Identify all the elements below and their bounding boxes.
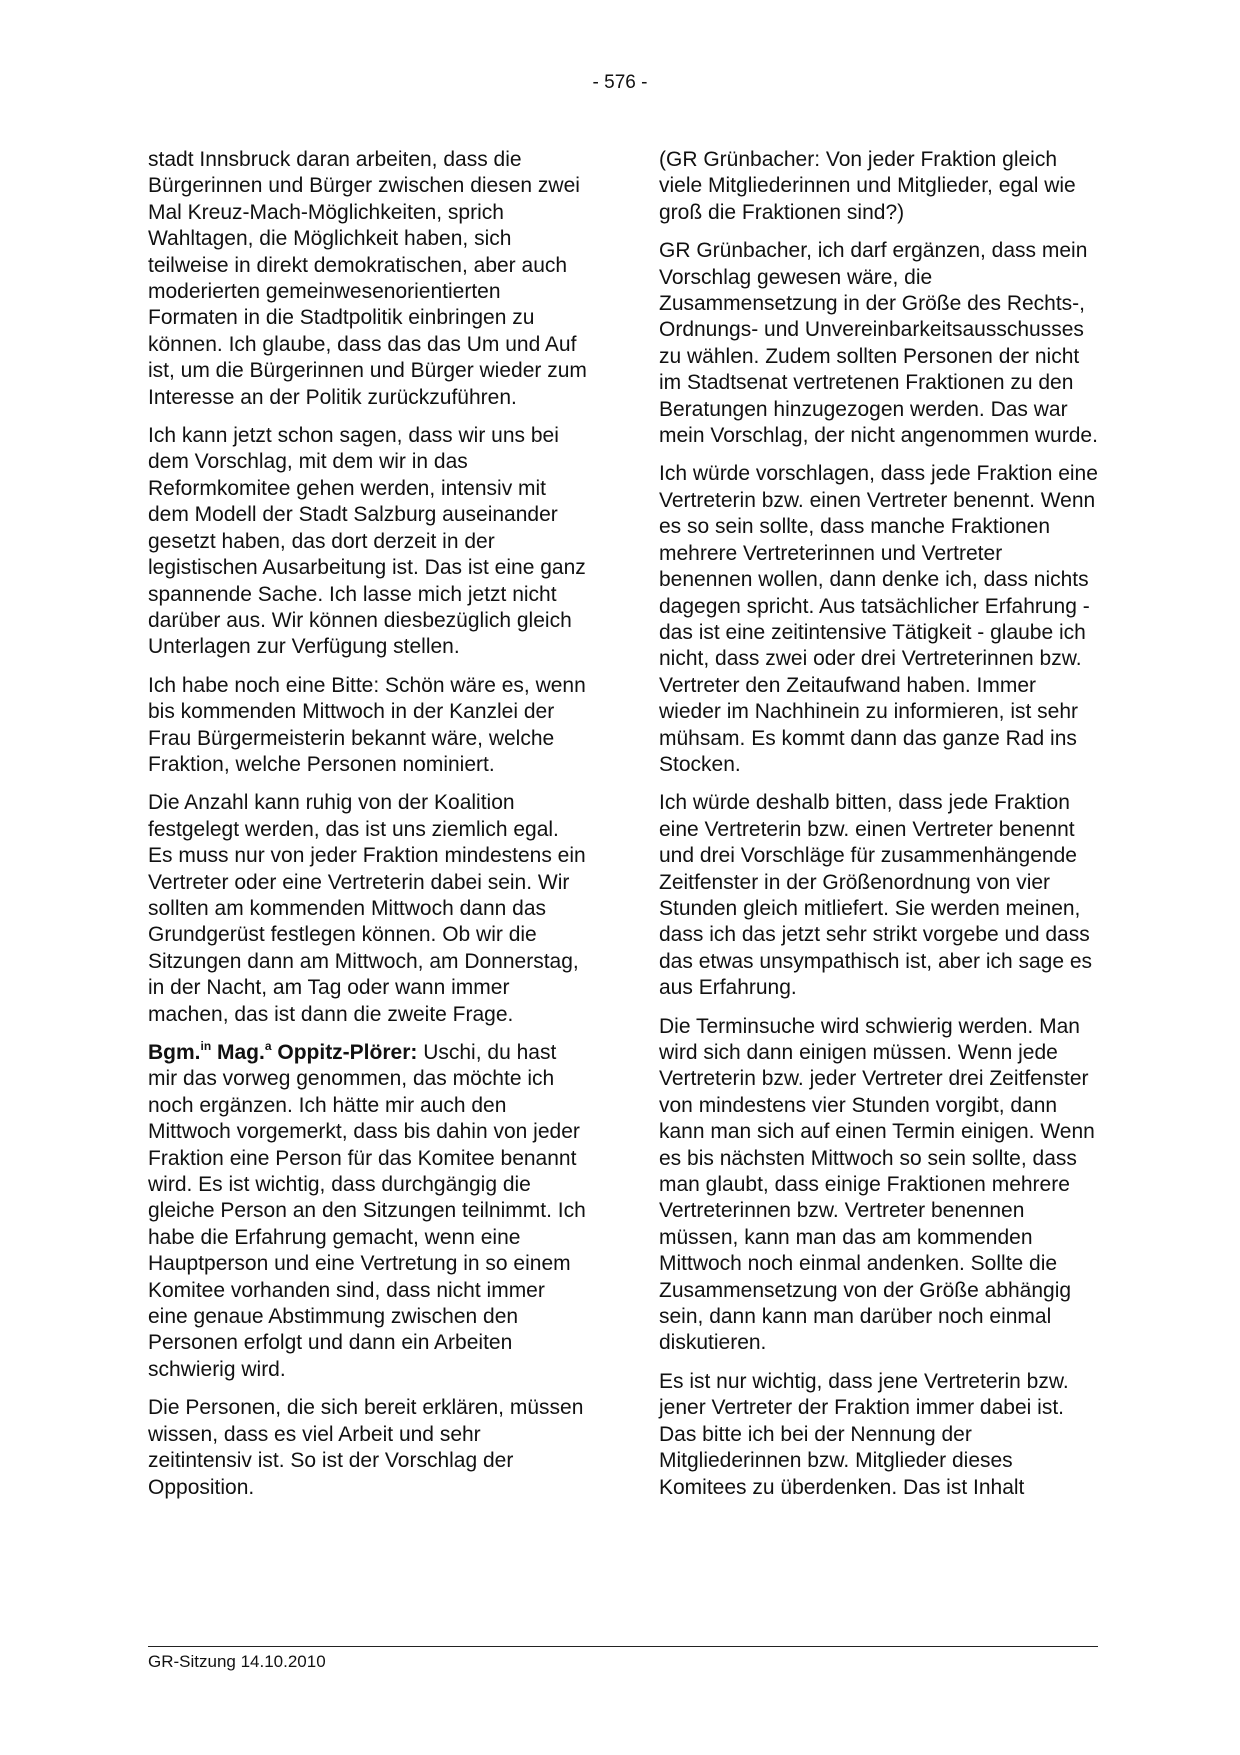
speaker-surname: Oppitz-Plörer: [271, 1041, 418, 1064]
paragraph: Ich kann jetzt schon sagen, dass wir uns bei dem Vorschlag, mit dem wir in das Reformkomitee gehen werden, intensiv mit dem Modell der Stadt Salzburg auseinander gesetzt haben, das dort derzeit in der legistischen Ausarbeitung ist. Das ist eine ganz spannende Sache. Ich lasse mich jetzt nicht darüber aus. Wir können diesbezüglich gleich Unterlagen zur Verfügung stellen. [148, 424, 586, 659]
speaker-text: Uschi, du hast mir das vorweg genommen, das möchte ich noch ergänzen. Ich hätte mir auch den Mittwoch vorgemerkt, dass bis dahin von jeder Fraktion eine Person für das Komitee benannt wird. Es ist wichtig, dass durchgängig die gleiche Person an den Sitzungen teilnimmt. Ich habe die Erfahrung gemacht, wenn eine Hauptperson und eine Vertretung in so einem Komitee vorhanden sind, dass nicht immer eine genaue Abstimmung zwischen den Personen erfolgt und dann ein Arbeiten schwierig wird. [148, 1041, 586, 1381]
right-column [659, 147, 1099, 1513]
paragraph: Die Personen, die sich bereit erklären, müssen wissen, dass es viel Arbeit und sehr zeitintensiv ist. So ist der Vorschlag der Opposition. [148, 1396, 584, 1499]
speaker-title-sup: a [264, 1039, 272, 1053]
speaker-title-sup: in [200, 1039, 212, 1053]
paragraph: Ich würde deshalb bitten, dass jede Fraktion eine Vertreterin bzw. einen Vertreter benennt und drei Vorschläge für zusammenhängende Zeitfenster in der Größenordnung von vier Stunden gleich mitliefert. Sie werden meinen, dass ich das jetzt sehr strikt vorgebe und dass das etwas unsympathisch ist, aber ich sage es aus Erfahrung. [659, 791, 1093, 1000]
left-column [148, 147, 588, 1513]
paragraph: Die Anzahl kann ruhig von der Koalition festgelegt werden, das ist uns ziemlich egal. Es muss nur von jeder Fraktion mindestens ein Vertreter oder eine Vertreterin dabei sein. Wir sollten am kommenden Mittwoch dann das Grundgerüst festlegen können. Ob wir die Sitzungen dann am Mittwoch, am Donnerstag, in der Nacht, am Tag oder wann immer machen, das ist dann die zweite Frage. [148, 791, 586, 1026]
footer-divider [148, 1646, 1098, 1647]
speaker-title: Mag. [211, 1041, 265, 1064]
paragraph: Es ist nur wichtig, dass jene Vertreterin bzw. jener Vertreter der Fraktion immer dabei ist. Das bitte ich bei der Nennung der Mitgliederinnen bzw. Mitglieder dieses Komitees zu überdenken. Das ist Inhalt [659, 1369, 1069, 1499]
paragraph: GR Grünbacher, ich darf ergänzen, dass mein Vorschlag gewesen wäre, die Zusammensetzung in der Größe des Rechts-, Ordnungs- und Unvereinbarkeitsausschusses zu wählen. Zudem sollten Personen der nicht im Stadtsenat vertretenen Fraktionen zu den Beratungen hinzugezogen werden. Das war mein Vorschlag, der nicht angenommen wurde. [659, 239, 1098, 448]
speaker-name [148, 1041, 417, 1064]
paragraph: Die Terminsuche wird schwierig werden. Man wird sich dann einigen müssen. Wenn jede Vertreterin bzw. jeder Vertreter drei Zeitfenster von mindestens vier Stunden vorgibt, dann kann man sich auf einen Termin einigen. Wenn es bis nächsten Mittwoch so sein sollte, dass man glaubt, dass einige Fraktionen mehrere Vertreterinnen bzw. Vertreter benennen müssen, kann man das am kommenden Mittwoch noch einmal andenken. Sollte die Zusammensetzung von der Größe abhängig sein, dann kann man darüber noch einmal diskutieren. [659, 1014, 1095, 1355]
interjection: (GR Grünbacher: Von jeder Fraktion gleich viele Mitgliederinnen und Mitglieder, egal wie groß die Fraktionen sind?) [659, 148, 1076, 224]
speaker-paragraph [148, 1040, 588, 1383]
speaker-title: Bgm. [148, 1041, 201, 1064]
paragraph: Ich habe noch eine Bitte: Schön wäre es, wenn bis kommenden Mittwoch in der Kanzlei der Frau Bürgermeisterin bekannt wäre, welche Fraktion, welche Personen nominiert. [148, 673, 586, 776]
paragraph: Ich würde vorschlagen, dass jede Fraktion eine Vertreterin bzw. einen Vertreter benennt. Wenn es so sein sollte, dass manche Fraktionen mehrere Vertreterinnen und Vertreter benennen wollen, dann denke ich, dass nichts dagegen spricht. Aus tatsächlicher Erfahrung - das ist eine zeitintensive Tätigkeit - glaube ich nicht, dass zwei oder drei Vertreterinnen bzw. Vertreter den Zeitaufwand haben. Immer wieder im Nachhinein zu informieren, ist sehr mühsam. Es kommt dann das ganze Rad ins Stocken. [659, 462, 1098, 776]
footer-session-date: GR-Sitzung 14.10.2010 [148, 1652, 326, 1671]
page-number: - 576 - [592, 72, 648, 93]
paragraph: stadt Innsbruck daran arbeiten, dass die Bürgerinnen und Bürger zwischen diesen zwei Mal Kreuz-Mach-Möglichkeiten, sprich Wahltagen, die Möglichkeit haben, sich teilweise in direkt demokratischen, aber auch moderierten gemeinwesenorientierten Formaten in die Stadtpolitik einbringen zu können. Ich glaube, dass das das Um und Auf ist, um die Bürgerinnen und Bürger wieder zum Interesse an der Politik zurückzuführen. [148, 148, 587, 409]
